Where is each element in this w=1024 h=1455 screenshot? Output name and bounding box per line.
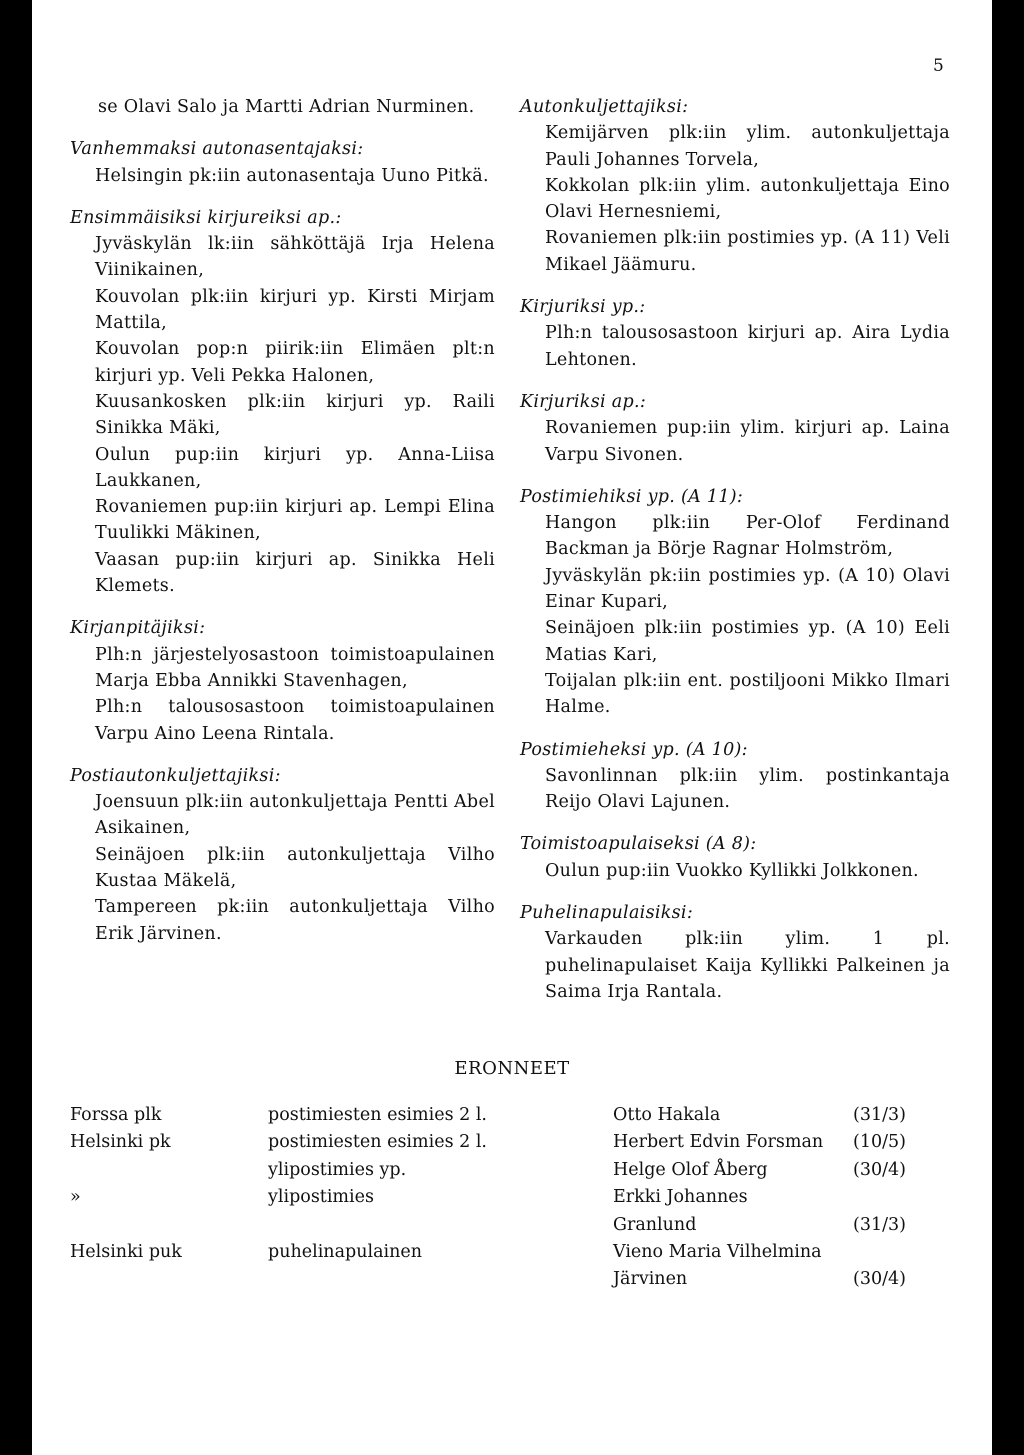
section-heading: Toimistoapulaiseksi (A 8): [520, 834, 757, 855]
section-entries [520, 320, 950, 373]
right-column [520, 94, 950, 1005]
table-row [70, 1129, 923, 1156]
section-entries [70, 642, 495, 747]
table-row [70, 1184, 923, 1239]
section-heading: Postimiehiksi yp. (A 11): [520, 486, 744, 507]
title-cell: puhelinapulainen [268, 1242, 422, 1263]
place-cell: » [70, 1187, 81, 1208]
entry: Joensuun plk:iin autonkuljettaja Pentti Abel Asikainen, [95, 792, 495, 839]
entry: Vaasan pup:iin kirjuri ap. Sinikka Heli Klemets. [95, 549, 495, 597]
place-cell: Forssa plk [70, 1105, 162, 1125]
entry: Kokkolan plk:iin ylim. autonkuljettaja Eino Olavi Hernesniemi, [545, 175, 950, 223]
section-entries [70, 163, 495, 189]
section-heading: Kirjuriksi yp.: [520, 297, 646, 318]
name-cell: Helge Olof Åberg [613, 1159, 768, 1180]
entry: Helsingin pk:iin autonasentaja Uuno Pitkä. [95, 165, 489, 186]
place-cell [70, 1157, 268, 1184]
place-cell: Helsinki pk [70, 1132, 171, 1153]
section-entries [70, 231, 495, 599]
continuation-line: se Olavi Salo ja Martti Adrian Nurminen. [98, 97, 475, 117]
entry: Plh:n järjestelyosastoon toimistoapulainen Marja Ebba Annikki Stavenhagen, [95, 644, 495, 691]
entry: Rovaniemen plk:iin postimies yp. (A 11) Veli Mikael Jäämuru. [545, 228, 950, 275]
table-row [70, 1157, 923, 1184]
entry: Oulun pup:iin kirjuri yp. Anna-Liisa Laukkanen, [95, 444, 495, 491]
title-cell: postimiesten esimies 2 l. [268, 1132, 487, 1153]
section-heading: Postiautonkuljettajiksi: [70, 765, 281, 786]
section-heading: Postimieheksi yp. (A 10): [520, 739, 748, 760]
page-number: 5 [933, 56, 944, 76]
name-cell: Erkki Johannes Granlund [613, 1187, 748, 1235]
section-heading: Kirjuriksi ap.: [520, 391, 647, 412]
entry: Kouvolan plk:iin kirjuri yp. Kirsti Mirjam Mattila, [95, 286, 495, 334]
date-cell: (30/4) [853, 1159, 906, 1180]
section-entries [520, 763, 950, 816]
entry: Jyväskylän pk:iin postimies yp. (A 10) Olavi Einar Kupari, [545, 565, 950, 613]
entry: Savonlinnan plk:iin ylim. postinkantaja Reijo Olavi Lajunen. [545, 765, 950, 813]
section-entries [520, 415, 950, 468]
entry: Kuusankosken plk:iin kirjuri yp. Raili Sinikka Mäki, [95, 391, 495, 439]
entry: Oulun pup:iin Vuokko Kyllikki Jolkkonen. [545, 860, 919, 881]
left-black-border [0, 0, 32, 1455]
right-black-border [992, 0, 1024, 1455]
entry: Jyväskylän lk:iin sähköttäjä Irja Helena Viinikainen, [95, 234, 495, 281]
section-entries [520, 120, 950, 278]
entry: Plh:n talousosastoon kirjuri ap. Aira Lydia Lehtonen. [545, 323, 950, 370]
section-heading: Ensimmäisiksi kirjureiksi ap.: [70, 207, 342, 228]
section-heading: Puhelinapulaisiksi: [520, 903, 694, 924]
section-entries [70, 789, 495, 947]
eronneet-table [70, 1102, 923, 1294]
entry: Kouvolan pop:n piirik:iin Elimäen plt:n kirjuri yp. Veli Pekka Halonen, [95, 339, 495, 386]
entry: Tampereen pk:iin autonkuljettaja Vilho Erik Järvinen. [95, 897, 495, 944]
section-entries [520, 858, 950, 884]
section-heading: Vanhemmaksi autonasentajaksi: [70, 139, 364, 160]
date-cell: (31/3) [853, 1105, 906, 1125]
entry: Hangon plk:iin Per-Olof Ferdinand Backman ja Börje Ragnar Holmström, [545, 513, 950, 560]
entry: Plh:n talousosastoon toimistoapulainen Varpu Aino Leena Rintala. [95, 697, 495, 744]
name-cell: Otto Hakala [613, 1105, 721, 1125]
entry: Rovaniemen pup:iin kirjuri ap. Lempi Elina Tuulikki Mäkinen, [95, 497, 495, 544]
section-entries [520, 926, 950, 1005]
section-heading: Autonkuljettajiksi: [520, 97, 689, 117]
date-cell: (31/3) [853, 1214, 906, 1235]
entry: Toijalan plk:iin ent. postiljooni Mikko Ilmari Halme. [545, 670, 950, 718]
table-row [70, 1239, 923, 1294]
date-cell: (10/5) [853, 1132, 906, 1153]
entry: Seinäjoen plk:iin postimies yp. (A 10) Eeli Matias Kari, [545, 618, 950, 665]
entry: Kemijärven plk:iin ylim. autonkuljettaja Pauli Johannes Torvela, [545, 123, 950, 170]
date-cell: (30/4) [853, 1269, 906, 1290]
section-heading: Kirjanpitäjiksi: [70, 618, 206, 639]
title-cell: postimiesten esimies 2 l. [268, 1105, 487, 1125]
title-cell: ylipostimies yp. [268, 1159, 407, 1180]
name-cell: Vieno Maria Vilhelmina Järvinen [613, 1242, 822, 1290]
section-entries [520, 510, 950, 720]
name-cell: Herbert Edvin Forsman [613, 1132, 824, 1153]
title-cell: ylipostimies [268, 1187, 374, 1208]
entry: Seinäjoen plk:iin autonkuljettaja Vilho Kustaa Mäkelä, [95, 844, 495, 892]
entry: Varkauden plk:iin ylim. 1 pl. puhelinapulaiset Kaija Kyllikki Palkeinen ja Saima Irja Rantala. [545, 929, 950, 1002]
left-column [70, 94, 495, 947]
table-row [70, 1102, 923, 1129]
eronneet-heading: ERONNEET [454, 1058, 570, 1079]
place-cell: Helsinki puk [70, 1242, 182, 1263]
entry: Rovaniemen pup:iin ylim. kirjuri ap. Laina Varpu Sivonen. [545, 418, 950, 465]
